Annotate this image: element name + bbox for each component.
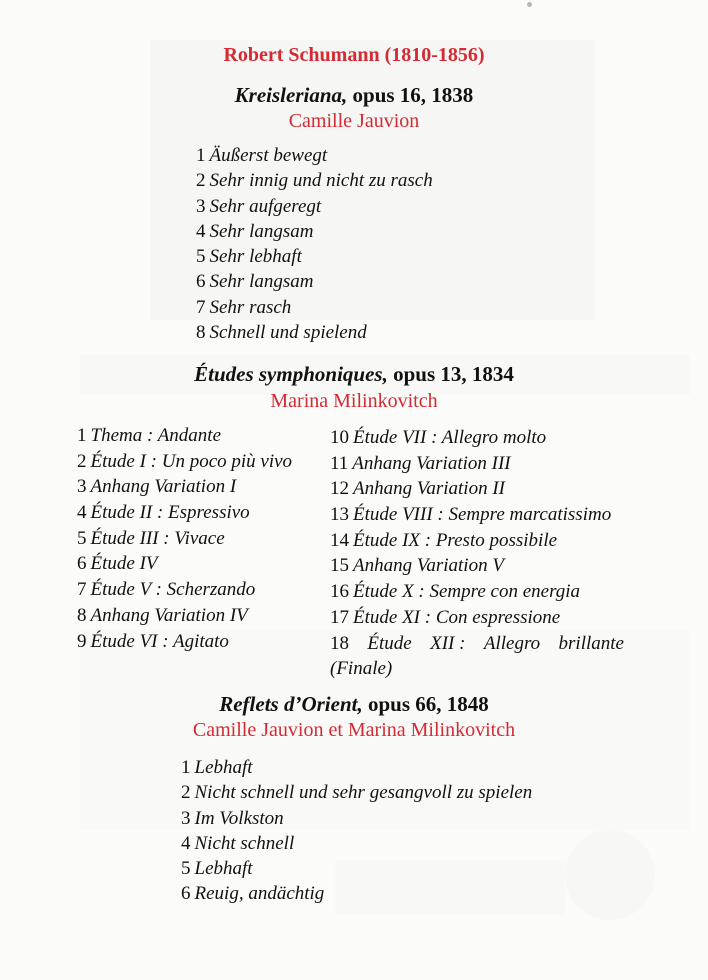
composer-heading: Robert Schumann (1810-1856)	[223, 44, 485, 66]
list-item: 1 Äußerst bewegt	[196, 145, 328, 166]
list-item: 6 Étude IV	[77, 553, 158, 575]
movement-list-kreisleriana	[196, 143, 433, 345]
list-item: 1 Lebhaft	[181, 757, 253, 778]
list-item: 14 Étude IX : Presto possibile	[330, 529, 558, 551]
work-details: opus 16, 1838	[352, 83, 474, 107]
list-item: 2 Sehr innig und nicht zu rasch	[196, 170, 433, 192]
work-title-reflets	[0, 692, 708, 717]
list-item: 7 Sehr rasch	[196, 296, 292, 318]
list-item: 2 Nicht schnell und sehr gesangvoll zu spielen	[181, 782, 533, 804]
list-item: 6 Sehr langsam	[196, 271, 314, 293]
list-item: 18 Étude XII : Allegro brillante (Finale)	[330, 632, 624, 680]
paper-speck	[527, 2, 532, 7]
list-item: 5 Étude III : Vivace	[77, 527, 225, 549]
list-item: 11 Anhang Variation III	[330, 452, 511, 474]
show-through-seal	[565, 830, 655, 920]
work-details: opus 66, 1848	[367, 692, 489, 716]
list-item: 2 Étude I : Un poco più vivo	[77, 450, 293, 472]
justified-line: 18 Étude XII : Allegro brillante	[330, 632, 624, 654]
work-title-etudes	[0, 362, 708, 387]
work-title-kreisleriana	[0, 83, 708, 108]
list-item: 15 Anhang Variation V	[330, 555, 504, 577]
list-item: 5 Lebhaft	[181, 858, 253, 880]
performer-reflets: Camille Jauvion et Marina Milinkovitch	[192, 719, 516, 741]
list-item: 8 Schnell und spielend	[196, 322, 367, 344]
list-item: 8 Anhang Variation IV	[77, 604, 248, 626]
movement-list-etudes-right	[330, 425, 630, 682]
list-item: 3 Im Volkston	[181, 807, 284, 829]
movement-list-reflets	[181, 755, 532, 907]
list-item: 7 Étude V : Scherzando	[77, 579, 256, 601]
list-item: 1 Thema : Andante	[77, 425, 222, 446]
list-item: 10 Étude VII : Allegro molto	[330, 427, 547, 448]
work-name: Kreisleriana,	[234, 83, 348, 107]
movement-list-etudes-left	[77, 423, 292, 654]
work-name: Études symphoniques,	[194, 362, 388, 386]
performer-kreisleriana: Camille Jauvion	[288, 110, 420, 132]
list-item: 5 Sehr lebhaft	[196, 246, 302, 268]
work-name: Reflets d’Orient,	[219, 692, 363, 716]
performer-etudes: Marina Milinkovitch	[270, 390, 438, 412]
list-item: 3 Anhang Variation I	[77, 476, 237, 498]
list-item: 17 Étude XI : Con espressione	[330, 606, 561, 628]
list-item: 12 Anhang Variation II	[330, 478, 505, 500]
list-item: 16 Étude X : Sempre con energia	[330, 581, 581, 603]
list-item: 4 Étude II : Espressivo	[77, 502, 250, 524]
list-item: 13 Étude VIII : Sempre marcatissimo	[330, 504, 612, 526]
list-item: 6 Reuig, andächtig	[181, 883, 325, 905]
list-item: 9 Étude VI : Agitato	[77, 630, 229, 652]
list-item: 4 Sehr langsam	[196, 220, 314, 242]
list-item: 3 Sehr aufgeregt	[196, 195, 322, 217]
list-item: 4 Nicht schnell	[181, 832, 295, 854]
work-details: opus 13, 1834	[393, 362, 514, 386]
